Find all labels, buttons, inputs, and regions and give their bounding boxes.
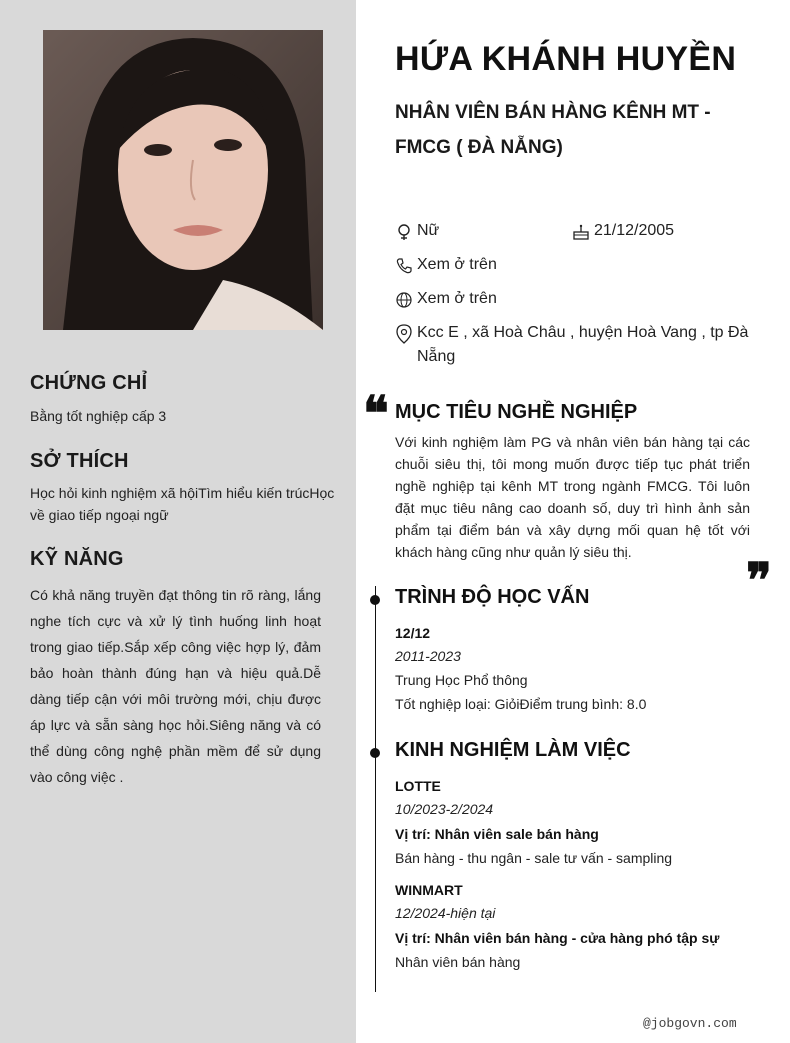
objective-text: Với kinh nghiệm làm PG và nhân viên bán hàng tại các chuỗi siêu thị, tôi mong muốn được tiếp tục phát triển nghề nghiệp tại kênh MT trong ngành FMCG. Tôi luôn đặt mục tiêu nâng cao doanh số, duy trì hình ảnh sản phẩm tại điểm bán và xây dựng mối quan hệ tốt với khách hàng cũng như quản lý siêu thị. [395, 434, 750, 560]
education-school: Trung Học Phổ thông [395, 672, 528, 688]
birthday-row [572, 222, 674, 241]
objective-title: MỤC TIÊU NGHỀ NGHIỆP [395, 401, 638, 423]
footer-brand: @jobgovn.com [643, 1016, 737, 1031]
close-quote-icon: ❞ [746, 553, 772, 609]
open-quote-icon: ❝ [363, 386, 389, 442]
job-period: 10/2023-2/2024 [395, 801, 494, 817]
skills-text: Có khả năng truyền đạt thông tin rõ ràng, lắng nghe tích cực và xử lý tình huống linh hoạt trong giao tiếp.Sắp xếp công việc hợp lý, đảm bảo hoàn thành đúng hạn và hiệu quả.Dễ dàng tiếp cận với môi trường mới, chịu được áp lực và sẵn sàng học hỏi.Siêng năng và có thể dùng công nghệ phần mềm để sử dụng vào công việc . [30, 587, 321, 785]
education-title: TRÌNH ĐỘ HỌC VẤN [395, 586, 590, 608]
education-grade: 12/12 [395, 625, 431, 641]
globe-icon [395, 291, 413, 309]
job-period: 12/2024-hiện tại [395, 905, 496, 921]
birthday-cake-icon [572, 223, 590, 241]
address-value: Kcc E , xã Hoà Châu , huyện Hoà Vang , tp Đà Nẵng [417, 324, 749, 365]
certificates-title: CHỨNG CHỈ [30, 372, 148, 394]
gender-row [395, 222, 439, 241]
job-description: Bán hàng - thu ngân - sale tư vấn - sampling [395, 850, 673, 866]
job-role: Vị trí: Nhân viên bán hàng - cửa hàng phó tập sự [395, 930, 720, 946]
job-description: Nhân viên bán hàng [395, 954, 521, 970]
birthday-value: 21/12/2005 [594, 222, 675, 239]
hobbies-title: SỞ THÍCH [30, 450, 129, 472]
phone-value[interactable]: Xem ở trên [417, 256, 497, 273]
education-period: 2011-2023 [395, 648, 461, 664]
candidate-name: HỨA KHÁNH HUYỀN [395, 40, 737, 78]
phone-icon [395, 257, 413, 275]
hobbies-text: Học hỏi kinh nghiệm xã hộiTìm hiểu kiến trúcHọc về giao tiếp ngoại ngữ [30, 485, 335, 523]
timeline-dot-experience [370, 748, 380, 758]
job-role: Vị trí: Nhân viên sale bán hàng [395, 826, 599, 842]
location-pin-icon [395, 324, 413, 344]
timeline-dot-education [370, 595, 380, 605]
sidebar [0, 0, 356, 1043]
website-value[interactable]: Xem ở trên [417, 290, 497, 307]
profile-photo [43, 30, 323, 330]
gender-value: Nữ [417, 222, 440, 239]
skills-title: KỸ NĂNG [30, 548, 124, 570]
gender-icon [395, 223, 413, 241]
education-result: Tốt nghiệp loại: GiỏiĐiểm trung bình: 8.0 [395, 696, 647, 712]
job-company: LOTTE [395, 778, 441, 794]
job-company: WINMART [395, 882, 463, 898]
job-title: NHÂN VIÊN BÁN HÀNG KÊNH MT - FMCG ( ĐÀ NẴNG) [395, 102, 711, 158]
timeline-line [375, 586, 376, 992]
address-row [395, 324, 750, 369]
experience-title: KINH NGHIỆM LÀM VIỆC [395, 739, 631, 761]
website-row [395, 290, 497, 309]
certificates-text: Bằng tốt nghiệp cấp 3 [30, 408, 167, 424]
phone-row [395, 256, 497, 275]
